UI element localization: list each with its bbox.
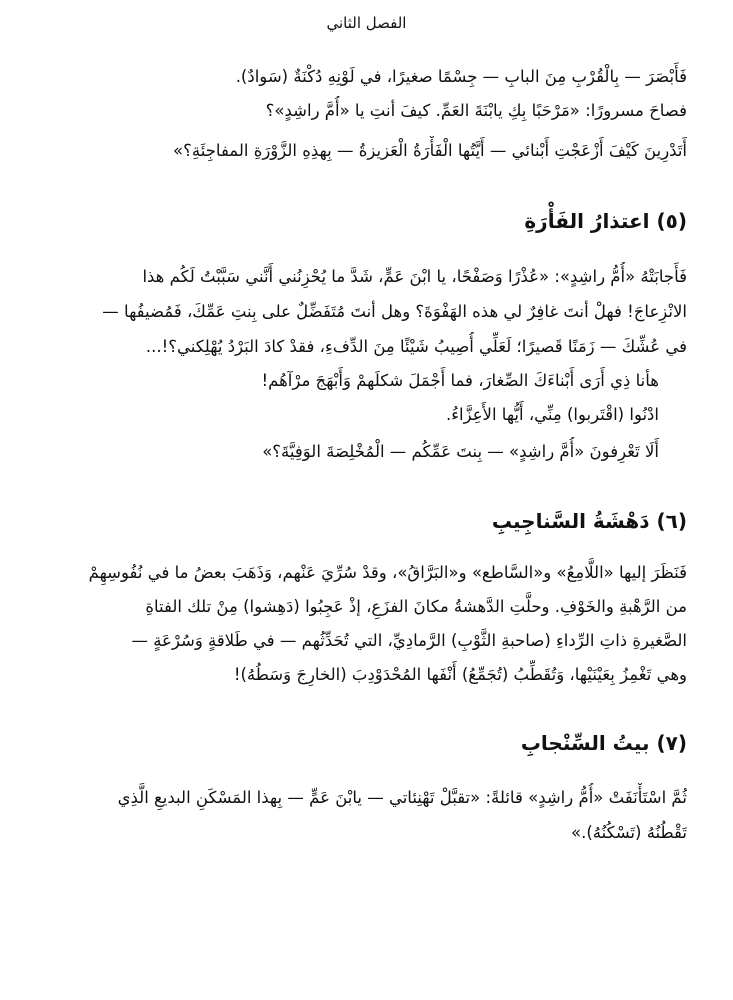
- section-7-line-1: ثُمَّ اسْتَأْنَفَتْ «أُمُّ راشِدٍ» قائلةً: «تقبَّلْ تَهْنِئاتي — يابْنَ عَمٍّ — بِهذا المَسْكَنِ البديعِ الَّذِي: [117, 788, 687, 807]
- section-5-heading: (٥) اعتذارُ الفَأْرَةِ: [524, 209, 687, 233]
- section-5-verse-2: ادْنُوا (اقْتَربوا) مِنِّي، أَيُّها الأَعِزَّاءُ.: [446, 405, 659, 424]
- intro-line-2: فصاحَ مسرورًا: «مَرْحَبًا بِكِ يابْنَةَ العَمِّ. كيفَ أنتِ يا «أُمَّ راشِدٍ»؟: [265, 101, 687, 120]
- section-6-heading: (٦) دَهْشَةُ السَّناجِيبِ: [491, 509, 687, 533]
- section-6-line-4: وهي تَغْمِزُ بِعَيْنَيْها، وَتُقَطِّبُ (تُجَمِّعُ) أَنْفَها المُحْدَوْدِبَ (الخارِجَ وَسَطُهُ)!: [233, 665, 687, 684]
- section-7-line-2: تَقْطُنُهُ (تَسْكُنُهُ).»: [570, 823, 687, 842]
- section-5-verse-1: هأنا ذِي أَرَى أَبْناءَكَ الصِّغارَ، فما أَجْمَلَ شكلَهمْ وَأَبْهَجَ مرْآهُم!: [261, 371, 659, 390]
- intro-line-3: أَتَدْرِينَ كَيْفَ أَزْعَجْتِ أَبْنائي — أَيَّتُها الْفَأْرَةُ الْعَزيزةُ — بِهذِهِ الزَّوْرَةِ المفاجِئَةِ؟»: [173, 141, 687, 160]
- intro-line-1: فَأَبْصَرَ — بِالْقُرْبِ مِنَ البابِ — جِسْمًا صغيرًا، في لَوْنِهِ دُكْنَةٌ (سَوادٌ).: [235, 67, 687, 86]
- section-5-line-1: فَأَجابَتْهُ «أُمُّ راشِدٍ»: «عُذْرًا وَصَفْحًا، يا ابْنَ عَمٍّ، شَدَّ ما يُحْزِنُني أَنَّني سَبَّبْتُ لَكُم هذا: [142, 267, 687, 286]
- running-header: الفصل الثاني: [326, 14, 407, 32]
- section-5-line-3: في عُشِّكَ — زَمَنًا قَصيرًا؛ لَعَلِّي أُصِيبُ شَيْئًا مِنَ الدِّفءِ، فقدْ كادَ البَرْدُ يُهْلِكني؟!...: [145, 337, 687, 356]
- section-7-heading: (٧) بيتُ السِّنْجابِ: [520, 731, 687, 755]
- section-6-line-2: من الرَّهْبةِ والخَوْفِ. وحلَّتِ الدَّهشةُ مكانَ الفزَعِ، إذْ عَجِبُوا (دَهِشوا) مِنْ تلك الفتاةِ: [145, 597, 687, 616]
- section-5-verse-3: أَلَا تَعْرِفونَ «أُمَّ راشِدٍ» — بِنتَ عَمِّكُم — الْمُخْلِصَةَ الوَفِيَّةَ؟»: [262, 442, 659, 461]
- section-6-line-3: الصَّغيرةِ ذاتِ الرِّداءِ (صاحبةِ الثَّوْبِ) الرَّمادِيِّ، التي تُحَدِّثُهم — في طَلاقةٍ وَسُرْعَةٍ —: [131, 631, 687, 650]
- section-5-line-2: الانْزِعاجَ! فهلْ أنتَ غافِرٌ لي هذه الهَفْوَةَ؟ وهل أنتَ مُتَفَضِّلٌ على بِنتِ عَمِّكَ، فَمُضيفُها —: [102, 302, 687, 321]
- section-6-line-1: فَنَظَرَ إليها «اللَّامِعُ» و«السَّاطع» و«البَرَّاقُ»، وقدْ سُرِّيَ عَنْهم، وَذَهَبَ بعضُ ما في نُفُوسِهِمْ: [88, 563, 687, 582]
